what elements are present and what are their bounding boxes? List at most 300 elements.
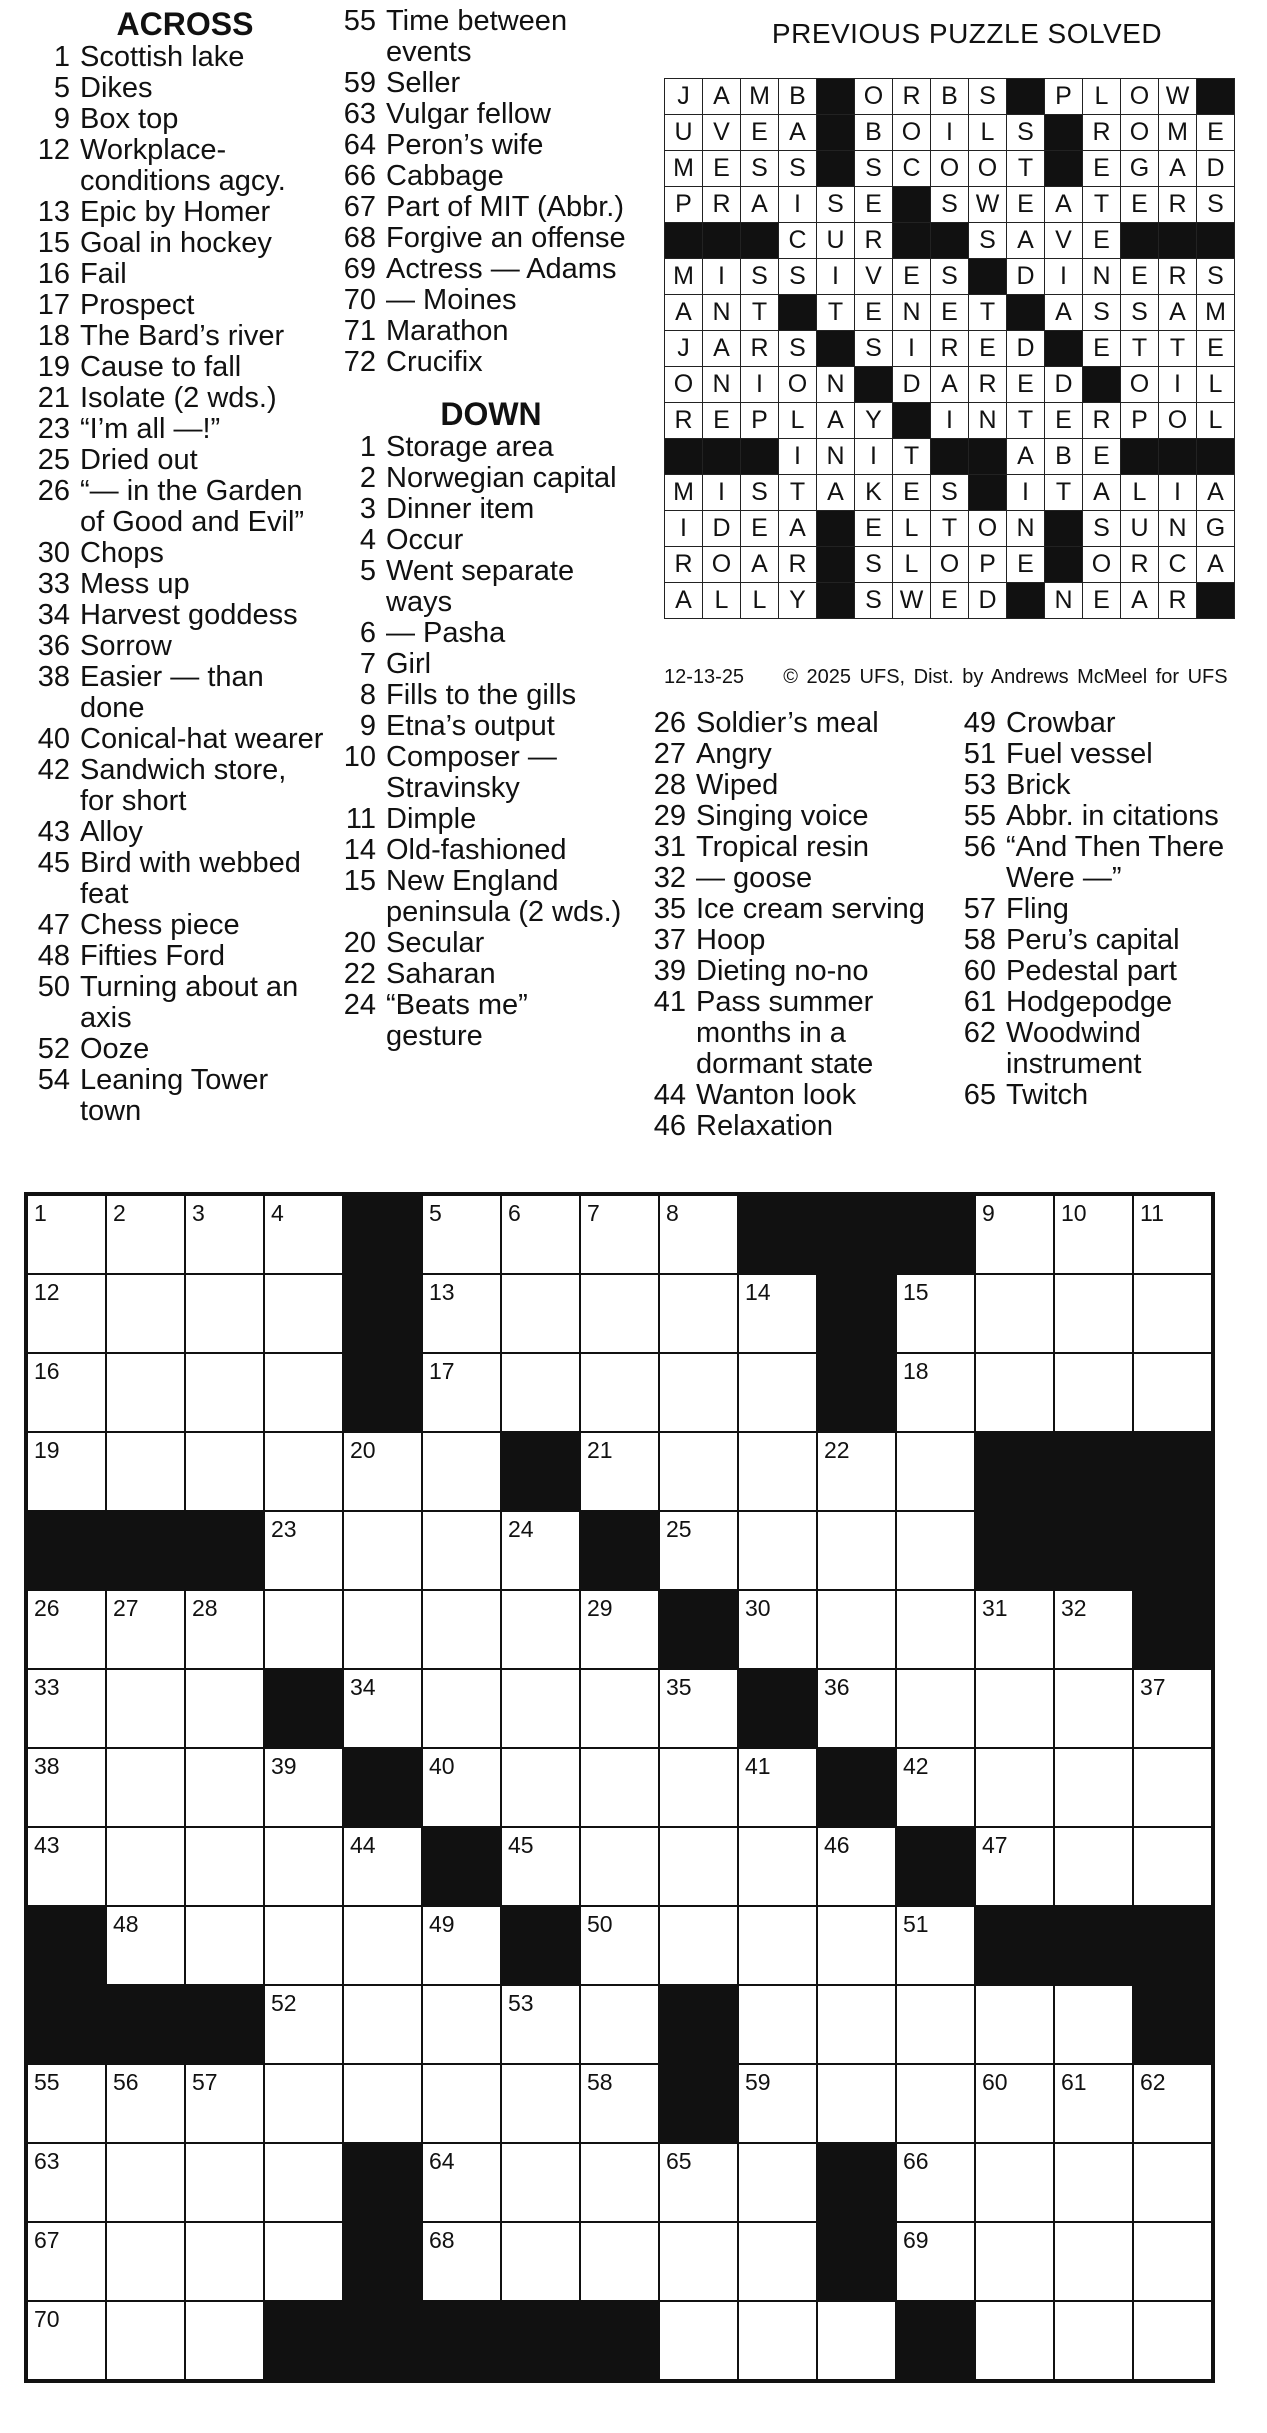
- previous-puzzle-title: PREVIOUS PUZZLE SOLVED: [771, 18, 1163, 49]
- clue-number: 51: [963, 738, 996, 770]
- clue-number: 49: [963, 707, 996, 739]
- grid-cell[interactable]: [264, 1432, 343, 1511]
- grid-cell[interactable]: [422, 1432, 501, 1511]
- answer-letter: A: [1197, 475, 1235, 511]
- grid-cell[interactable]: [817, 2301, 896, 2381]
- grid-cell[interactable]: [501, 2222, 580, 2301]
- grid-cell[interactable]: [975, 1353, 1054, 1432]
- grid-cell[interactable]: [185, 2222, 264, 2301]
- answer-letter: R: [969, 367, 1007, 403]
- grid-cell[interactable]: [975, 1669, 1054, 1748]
- grid-cell[interactable]: [580, 1194, 659, 1274]
- grid-cell[interactable]: [106, 1906, 185, 1985]
- black-square: [501, 2301, 580, 2381]
- grid-cell[interactable]: [580, 1590, 659, 1669]
- clue-number: 48: [37, 940, 70, 972]
- answer-letter: E: [1083, 223, 1121, 259]
- grid-cell[interactable]: [896, 2222, 975, 2301]
- grid-cell[interactable]: [1133, 2222, 1213, 2301]
- grid-cell[interactable]: [896, 1432, 975, 1511]
- cell-number: 21: [587, 1437, 613, 1463]
- cell-number: 69: [903, 2227, 929, 2253]
- grid-cell[interactable]: [659, 1194, 738, 1274]
- grid-cell[interactable]: [106, 1669, 185, 1748]
- clue-number: 60: [963, 955, 996, 987]
- grid-cell[interactable]: [185, 1590, 264, 1669]
- clue-number: 24: [343, 989, 376, 1021]
- grid-cell[interactable]: [659, 1511, 738, 1590]
- answer-letter: M: [665, 475, 703, 511]
- black-square: [106, 1985, 185, 2064]
- grid-cell[interactable]: [580, 1669, 659, 1748]
- grid-cell[interactable]: [975, 2143, 1054, 2222]
- black-square: [343, 1274, 422, 1353]
- grid-cell[interactable]: [817, 1985, 896, 2064]
- answer-letter: S: [741, 259, 779, 295]
- grid-cell[interactable]: [106, 2222, 185, 2301]
- clue-text: Fail: [80, 258, 127, 290]
- clue-text: Twitch: [1006, 1079, 1089, 1111]
- answer-letter: N: [703, 367, 741, 403]
- grid-cell[interactable]: [185, 1353, 264, 1432]
- grid-cell[interactable]: [738, 1274, 817, 1353]
- clue-15: [24, 228, 324, 259]
- grid-cell[interactable]: [26, 1353, 106, 1432]
- clue-number: 42: [37, 754, 70, 786]
- grid-cell[interactable]: [1133, 1274, 1213, 1353]
- black-square: [703, 439, 741, 475]
- grid-cell[interactable]: [343, 1985, 422, 2064]
- answer-letter: U: [1121, 511, 1159, 547]
- grid-cell[interactable]: [264, 1748, 343, 1827]
- grid-cell[interactable]: [817, 1827, 896, 1906]
- grid-cell[interactable]: [975, 1827, 1054, 1906]
- answer-letter: B: [779, 79, 817, 115]
- clue-46: [640, 1111, 950, 1142]
- clue-5: [24, 73, 324, 104]
- grid-cell[interactable]: [185, 2143, 264, 2222]
- grid-cell[interactable]: [738, 1432, 817, 1511]
- clue-63: [330, 99, 630, 130]
- down-clues-column-3: [640, 708, 950, 1142]
- answer-letter: R: [931, 331, 969, 367]
- answer-letter: O: [1121, 79, 1159, 115]
- black-square: [703, 223, 741, 259]
- grid-cell[interactable]: [1054, 1669, 1133, 1748]
- grid-cell[interactable]: [738, 1353, 817, 1432]
- clue-text: Abbr. in citations: [1006, 800, 1219, 832]
- clue-text: Mess up: [80, 568, 190, 600]
- black-square: [580, 1511, 659, 1590]
- cell-number: 35: [666, 1674, 692, 1700]
- grid-cell[interactable]: [501, 1511, 580, 1590]
- grid-cell[interactable]: [659, 1906, 738, 1985]
- grid-cell[interactable]: [501, 1353, 580, 1432]
- grid-cell[interactable]: [264, 2064, 343, 2143]
- clue-38: [24, 662, 324, 724]
- grid-cell[interactable]: [659, 1669, 738, 1748]
- grid-cell[interactable]: [975, 1274, 1054, 1353]
- answer-letter: I: [1045, 259, 1083, 295]
- grid-cell[interactable]: [106, 1432, 185, 1511]
- grid-cell[interactable]: [185, 2064, 264, 2143]
- grid-cell[interactable]: [343, 1827, 422, 1906]
- grid-cell[interactable]: [501, 1194, 580, 1274]
- grid-cell[interactable]: [343, 1669, 422, 1748]
- answer-letter: E: [1007, 187, 1045, 223]
- grid-cell[interactable]: [422, 1274, 501, 1353]
- down-clues-column-4: [950, 708, 1250, 1111]
- clue-list: [950, 708, 1250, 1111]
- grid-cell[interactable]: [264, 1511, 343, 1590]
- grid-cell[interactable]: [738, 2064, 817, 2143]
- clue-number: 1: [53, 41, 70, 73]
- grid-cell[interactable]: [422, 2064, 501, 2143]
- clue-number: 50: [37, 971, 70, 1003]
- cell-number: 65: [666, 2148, 692, 2174]
- answer-letter: O: [931, 547, 969, 583]
- black-square: [1121, 439, 1159, 475]
- grid-cell[interactable]: [1054, 2064, 1133, 2143]
- clue-number: 39: [653, 955, 686, 987]
- grid-cell[interactable]: [659, 1827, 738, 1906]
- clue-number: 44: [653, 1079, 686, 1111]
- clue-61: [950, 987, 1250, 1018]
- grid-cell[interactable]: [343, 1432, 422, 1511]
- grid-cell[interactable]: [738, 1511, 817, 1590]
- grid-cell[interactable]: [659, 2143, 738, 2222]
- answer-letter: L: [1197, 403, 1235, 439]
- answer-letter: R: [779, 547, 817, 583]
- clue-text: Angry: [696, 738, 772, 770]
- grid-cell[interactable]: [343, 1906, 422, 1985]
- grid-cell[interactable]: [26, 1194, 106, 1274]
- grid-cell[interactable]: [264, 1827, 343, 1906]
- grid-cell[interactable]: [264, 1985, 343, 2064]
- black-square: [422, 1827, 501, 1906]
- grid-cell[interactable]: [185, 2301, 264, 2381]
- black-square: [969, 259, 1007, 295]
- across-clues-column-1: [24, 6, 324, 1127]
- grid-cell[interactable]: [422, 1906, 501, 1985]
- answer-letter: E: [855, 511, 893, 547]
- grid-cell[interactable]: [422, 2143, 501, 2222]
- grid-cell[interactable]: [1133, 1194, 1213, 1274]
- grid-cell[interactable]: [106, 1353, 185, 1432]
- clue-text: Dinner item: [386, 493, 535, 525]
- black-square: [1045, 331, 1083, 367]
- cell-number: 31: [982, 1595, 1008, 1621]
- cell-number: 45: [508, 1832, 534, 1858]
- grid-cell[interactable]: [738, 1748, 817, 1827]
- grid-cell[interactable]: [659, 2222, 738, 2301]
- clue-64: [330, 130, 630, 161]
- grid-cell[interactable]: [26, 1432, 106, 1511]
- grid-cell[interactable]: [580, 2222, 659, 2301]
- grid-cell[interactable]: [422, 1194, 501, 1274]
- grid-cell[interactable]: [1054, 1590, 1133, 1669]
- grid-cell[interactable]: [1054, 2301, 1133, 2381]
- grid-cell[interactable]: [975, 1590, 1054, 1669]
- grid-cell[interactable]: [580, 1432, 659, 1511]
- grid-cell[interactable]: [738, 1985, 817, 2064]
- grid-cell[interactable]: [185, 1906, 264, 1985]
- clue-text: Sorrow: [80, 630, 172, 662]
- grid-cell[interactable]: [501, 1827, 580, 1906]
- clue-number: 37: [653, 924, 686, 956]
- answer-letter: O: [1083, 547, 1121, 583]
- clue-number: 6: [359, 617, 376, 649]
- grid-cell[interactable]: [343, 2064, 422, 2143]
- grid-cell[interactable]: [106, 1590, 185, 1669]
- grid-cell[interactable]: [580, 2064, 659, 2143]
- cell-number: 41: [745, 1753, 771, 1779]
- grid-cell[interactable]: [26, 2301, 106, 2381]
- grid-cell[interactable]: [264, 1590, 343, 1669]
- answer-letter: P: [741, 403, 779, 439]
- black-square: [1045, 511, 1083, 547]
- grid-cell[interactable]: [26, 1590, 106, 1669]
- grid-cell[interactable]: [738, 1906, 817, 1985]
- black-square: [580, 2301, 659, 2381]
- grid-cell[interactable]: [106, 1827, 185, 1906]
- answer-letter: S: [931, 187, 969, 223]
- grid-cell[interactable]: [1133, 2064, 1213, 2143]
- grid-cell[interactable]: [1054, 1985, 1133, 2064]
- grid-cell[interactable]: [501, 2143, 580, 2222]
- grid-cell[interactable]: [26, 2143, 106, 2222]
- grid-cell[interactable]: [185, 1748, 264, 1827]
- grid-cell[interactable]: [659, 1432, 738, 1511]
- clue-number: 5: [53, 72, 70, 104]
- grid-cell[interactable]: [1054, 2222, 1133, 2301]
- grid-cell[interactable]: [817, 1432, 896, 1511]
- answer-letter: O: [969, 151, 1007, 187]
- answer-letter: S: [931, 475, 969, 511]
- answer-letter: C: [893, 151, 931, 187]
- black-square: [1007, 583, 1045, 619]
- grid-cell[interactable]: [501, 1669, 580, 1748]
- grid-cell[interactable]: [896, 1669, 975, 1748]
- clue-number: 43: [37, 816, 70, 848]
- clue-number: 15: [37, 227, 70, 259]
- grid-cell[interactable]: [580, 1985, 659, 2064]
- clue-71: [330, 316, 630, 347]
- grid-cell[interactable]: [1054, 2143, 1133, 2222]
- answer-letter: E: [893, 475, 931, 511]
- clue-number: 17: [37, 289, 70, 321]
- black-square: [501, 1432, 580, 1511]
- grid-cell[interactable]: [422, 1985, 501, 2064]
- grid-cell[interactable]: [1133, 2143, 1213, 2222]
- grid-cell[interactable]: [1133, 1353, 1213, 1432]
- clue-number: 62: [963, 1017, 996, 1049]
- grid-cell[interactable]: [975, 1748, 1054, 1827]
- grid-cell[interactable]: [659, 2301, 738, 2381]
- grid-cell[interactable]: [106, 1194, 185, 1274]
- grid-cell[interactable]: [106, 2301, 185, 2381]
- clue-text: Storage area: [386, 431, 554, 463]
- across-heading: ACROSS: [116, 6, 254, 42]
- grid-cell[interactable]: [185, 1274, 264, 1353]
- grid-cell[interactable]: [738, 1590, 817, 1669]
- grid-cell[interactable]: [26, 1274, 106, 1353]
- grid-cell[interactable]: [26, 1827, 106, 1906]
- grid-cell[interactable]: [264, 1194, 343, 1274]
- answer-letter: L: [703, 583, 741, 619]
- grid-cell[interactable]: [1054, 1827, 1133, 1906]
- grid-cell[interactable]: [1133, 2301, 1213, 2381]
- grid-cell[interactable]: [580, 1748, 659, 1827]
- answer-letter: A: [665, 295, 703, 331]
- grid-cell[interactable]: [185, 1827, 264, 1906]
- grid-cell[interactable]: [817, 1669, 896, 1748]
- grid-cell[interactable]: [975, 1194, 1054, 1274]
- grid-cell[interactable]: [817, 1511, 896, 1590]
- grid-row: [26, 1511, 1213, 1590]
- answer-letter: A: [931, 367, 969, 403]
- grid-cell[interactable]: [185, 1669, 264, 1748]
- grid-cell[interactable]: [896, 2064, 975, 2143]
- clue-56: [950, 832, 1250, 894]
- grid-cell[interactable]: [26, 1748, 106, 1827]
- cell-number: 61: [1061, 2069, 1087, 2095]
- grid-cell[interactable]: [26, 1669, 106, 1748]
- grid-cell[interactable]: [975, 2222, 1054, 2301]
- grid-cell[interactable]: [817, 1590, 896, 1669]
- grid-cell[interactable]: [264, 1906, 343, 1985]
- grid-cell[interactable]: [1054, 1353, 1133, 1432]
- grid-cell[interactable]: [501, 1274, 580, 1353]
- grid-cell[interactable]: [896, 1274, 975, 1353]
- answer-letter: R: [1159, 187, 1197, 223]
- grid-cell[interactable]: [738, 2222, 817, 2301]
- answer-letter: O: [1159, 403, 1197, 439]
- black-square: [501, 1906, 580, 1985]
- grid-cell[interactable]: [422, 1511, 501, 1590]
- grid-cell[interactable]: [1054, 1194, 1133, 1274]
- clue-52: [24, 1034, 324, 1065]
- grid-cell[interactable]: [1054, 1748, 1133, 1827]
- grid-cell[interactable]: [659, 1353, 738, 1432]
- clue-text: “— in the Garden of Good and Evil”: [80, 475, 305, 538]
- grid-cell[interactable]: [185, 1432, 264, 1511]
- grid-cell[interactable]: [501, 1590, 580, 1669]
- grid-cell[interactable]: [896, 1906, 975, 1985]
- grid-cell[interactable]: [343, 1511, 422, 1590]
- grid-cell[interactable]: [975, 2301, 1054, 2381]
- grid-cell[interactable]: [422, 1353, 501, 1432]
- clue-text: Saharan: [386, 958, 496, 990]
- answer-letter: S: [741, 151, 779, 187]
- answer-letter: D: [703, 511, 741, 547]
- grid-cell[interactable]: [343, 1590, 422, 1669]
- answer-letter: P: [1121, 403, 1159, 439]
- answer-letter: T: [1159, 331, 1197, 367]
- cell-number: 3: [192, 1200, 205, 1226]
- answer-letter: D: [969, 583, 1007, 619]
- cell-number: 4: [271, 1200, 284, 1226]
- grid-cell[interactable]: [185, 1194, 264, 1274]
- answer-letter: S: [1197, 187, 1235, 223]
- answer-letter: I: [703, 259, 741, 295]
- grid-cell[interactable]: [1133, 1748, 1213, 1827]
- answer-letter: I: [741, 367, 779, 403]
- answer-letter: O: [779, 367, 817, 403]
- grid-cell[interactable]: [580, 1353, 659, 1432]
- clue-68: [330, 223, 630, 254]
- grid-cell[interactable]: [422, 1590, 501, 1669]
- grid-cell[interactable]: [738, 2301, 817, 2381]
- grid-cell[interactable]: [817, 2064, 896, 2143]
- answer-letter: R: [855, 223, 893, 259]
- grid-cell[interactable]: [422, 1669, 501, 1748]
- grid-cell[interactable]: [264, 2222, 343, 2301]
- answer-letter: N: [1007, 511, 1045, 547]
- grid-cell[interactable]: [1133, 1827, 1213, 1906]
- grid-cell[interactable]: [422, 1748, 501, 1827]
- grid-cell[interactable]: [659, 1748, 738, 1827]
- grid-cell[interactable]: [896, 1511, 975, 1590]
- grid-cell[interactable]: [264, 1274, 343, 1353]
- clue-text: Cause to fall: [80, 351, 242, 383]
- grid-cell[interactable]: [659, 1274, 738, 1353]
- cell-number: 37: [1140, 1674, 1166, 1700]
- grid-cell[interactable]: [1054, 1274, 1133, 1353]
- answer-letter: A: [1121, 583, 1159, 619]
- grid-cell[interactable]: [106, 1748, 185, 1827]
- grid-cell[interactable]: [264, 1353, 343, 1432]
- grid-cell[interactable]: [501, 2064, 580, 2143]
- grid-cell[interactable]: [817, 1906, 896, 1985]
- black-square: [1054, 1906, 1133, 1985]
- grid-cell[interactable]: [501, 1985, 580, 2064]
- grid-cell[interactable]: [422, 2222, 501, 2301]
- grid-cell[interactable]: [26, 2064, 106, 2143]
- grid-cell[interactable]: [580, 1827, 659, 1906]
- grid-cell[interactable]: [1133, 1669, 1213, 1748]
- cell-number: 39: [271, 1753, 297, 1779]
- grid-cell[interactable]: [738, 2143, 817, 2222]
- clue-26: [24, 476, 324, 538]
- grid-cell[interactable]: [896, 1590, 975, 1669]
- grid-cell[interactable]: [896, 1353, 975, 1432]
- grid-cell[interactable]: [975, 1985, 1054, 2064]
- grid-cell[interactable]: [580, 1906, 659, 1985]
- grid-cell[interactable]: [106, 2143, 185, 2222]
- grid-cell[interactable]: [580, 1274, 659, 1353]
- grid-cell[interactable]: [580, 2143, 659, 2222]
- clue-number: 31: [653, 831, 686, 863]
- grid-cell[interactable]: [738, 1827, 817, 1906]
- grid-cell[interactable]: [896, 1985, 975, 2064]
- grid-cell[interactable]: [975, 2064, 1054, 2143]
- clue-62: [950, 1018, 1250, 1080]
- clue-text: Hodgepodge: [1006, 986, 1173, 1018]
- grid-cell[interactable]: [106, 2064, 185, 2143]
- cell-number: 11: [1140, 1200, 1164, 1226]
- cell-number: 18: [903, 1358, 929, 1384]
- clue-3: [330, 494, 630, 525]
- grid-cell[interactable]: [896, 2143, 975, 2222]
- grid-cell[interactable]: [501, 1748, 580, 1827]
- answer-letter: L: [1197, 367, 1235, 403]
- grid-cell[interactable]: [26, 2222, 106, 2301]
- grid-cell[interactable]: [264, 2143, 343, 2222]
- answer-letter: E: [1083, 151, 1121, 187]
- grid-cell[interactable]: [896, 1748, 975, 1827]
- grid-cell[interactable]: [106, 1274, 185, 1353]
